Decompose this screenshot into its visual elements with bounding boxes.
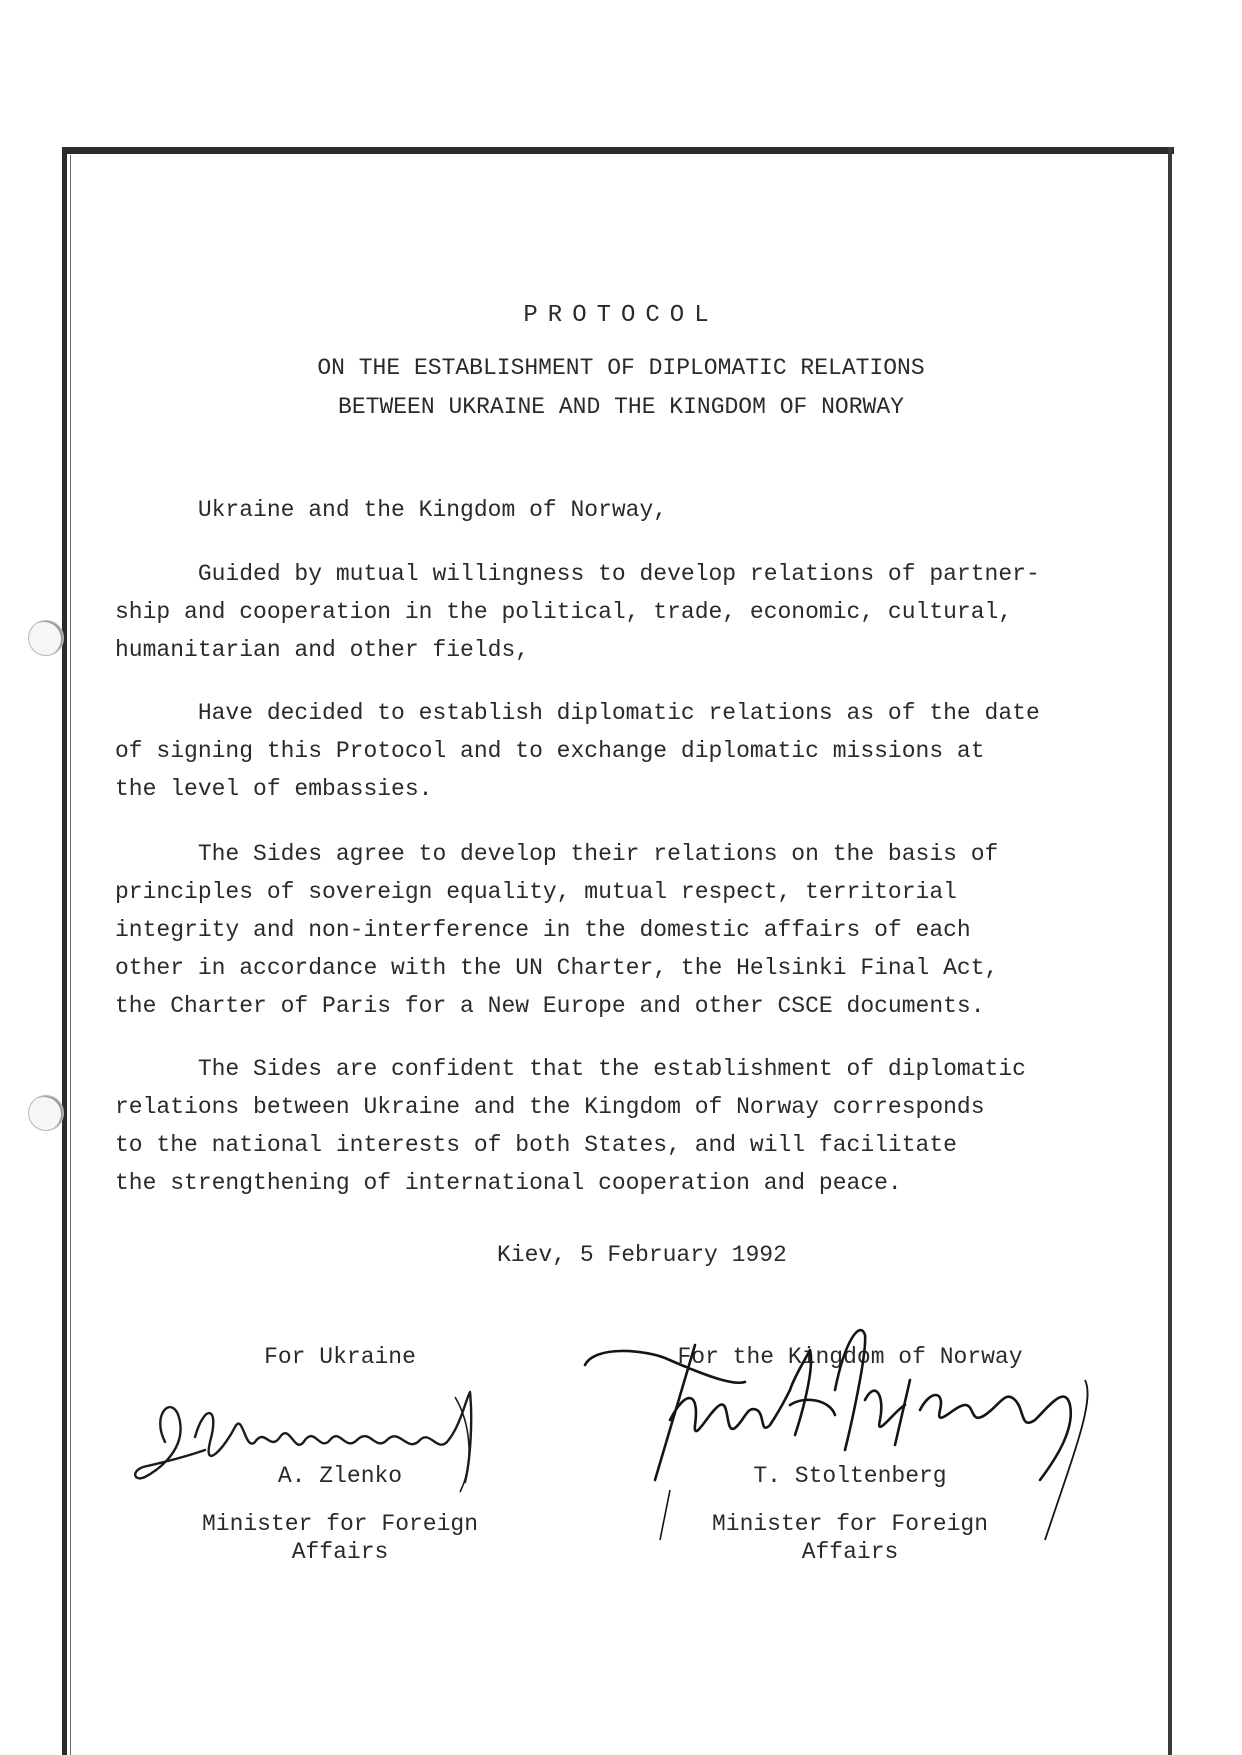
paragraph-line: humanitarian and other fields, [115, 637, 530, 663]
paragraph-line: the strengthening of international cooperation and peace. [115, 1170, 902, 1196]
paragraph-preamble [115, 491, 1135, 529]
paragraph-line: principles of sovereign equality, mutual respect, territorial [115, 879, 957, 905]
paragraph-line: The Sides are confident that the establishment of diplomatic [115, 1056, 1026, 1082]
paragraph-line: Ukraine and the Kingdom of Norway, [115, 497, 668, 523]
paragraph-line: the Charter of Paris for a New Europe and other CSCE documents. [115, 993, 985, 1019]
paragraph-line: Guided by mutual willingness to develop relations of partner- [115, 561, 1040, 587]
signatory-title-line-1: Minister for Foreign [711, 1511, 989, 1537]
signatory-name-zlenko: A. Zlenko [277, 1463, 403, 1489]
paragraph-line: Have decided to establish diplomatic relations as of the date [115, 700, 1040, 726]
document-title: PROTOCOL [523, 302, 719, 329]
signatory-details-ukraine [170, 1462, 510, 1566]
paragraph-sides-agree [115, 835, 1135, 1025]
paragraph-line: other in accordance with the UN Charter, the Helsinki Final Act, [115, 955, 999, 981]
paragraph-line: The Sides agree to develop their relations on the basis of [115, 841, 999, 867]
paragraph-line: the level of embassies. [115, 776, 433, 802]
signatory-name-stoltenberg: T. Stoltenberg [753, 1463, 947, 1489]
paragraph-sides-confident [115, 1050, 1135, 1202]
page-frame-right-border [1168, 147, 1172, 1755]
paragraph-line: ship and cooperation in the political, trade, economic, cultural, [115, 599, 1013, 625]
signatory-title-line-2: Affairs [291, 1539, 389, 1565]
paragraph-line: to the national interests of both States, and will facilitate [115, 1132, 957, 1158]
paragraph-line: relations between Ukraine and the Kingdom of Norway corresponds [115, 1094, 985, 1120]
for-ukraine-label: For Ukraine [264, 1344, 416, 1370]
signatory-details-norway [640, 1462, 1060, 1566]
signatory-title-line-2: Affairs [801, 1539, 899, 1565]
binder-hole-upper [28, 620, 64, 656]
document-subtitle-line-1: ON THE ESTABLISHMENT OF DIPLOMATIC RELATIONS [317, 355, 925, 381]
binder-hole-lower [28, 1095, 64, 1131]
place-and-date: Kiev, 5 February 1992 [497, 1242, 787, 1268]
for-norway-label: For the Kingdom of Norway [677, 1344, 1023, 1370]
paragraph-decided [115, 694, 1135, 808]
signatory-title-line-1: Minister for Foreign [201, 1511, 479, 1537]
paragraph-line: integrity and non-interference in the domestic affairs of each [115, 917, 971, 943]
signature-block-ukraine [170, 1343, 510, 1371]
document-subtitle-line-2: BETWEEN UKRAINE AND THE KINGDOM OF NORWAY [338, 394, 904, 420]
paragraph-line: of signing this Protocol and to exchange diplomatic missions at [115, 738, 985, 764]
page-frame-top-border [62, 147, 1174, 154]
page-frame-left-border [62, 147, 67, 1755]
paragraph-guided [115, 555, 1135, 669]
